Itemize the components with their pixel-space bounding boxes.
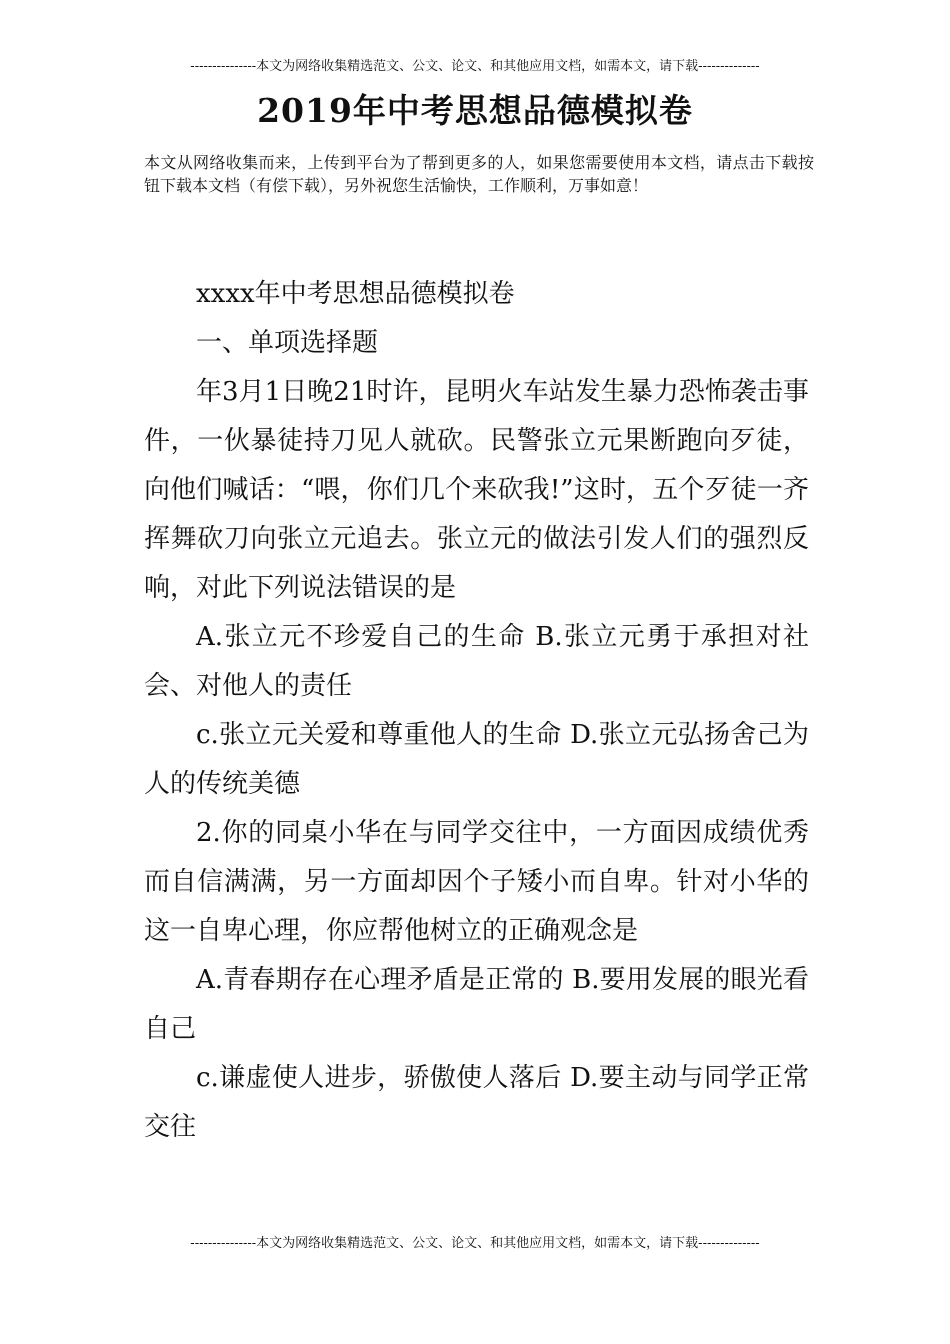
document-title: 2019年中考思想品德模拟卷 — [257, 91, 693, 130]
question-1-options-cd: c.张立元关爱和尊重他人的生命 D.张立元弘扬舍己为人的传统美德 — [144, 720, 809, 799]
question-1-stem: 年3月1日晚21时许，昆明火车站发生暴力恐怖袭击事件，一伙暴徒持刀见人就砍。民警张立元果断跑向歹徒，向他们喊话：“喂，你们几个来砍我!”这时，五个歹徒一齐挥舞砍刀向张立元追去。张立元的做法引发人们的强烈反响，对此下列说法错误的是 — [144, 377, 809, 603]
question-2-options-ab: A.青春期存在心理矛盾是正常的 B.要用发展的眼光看自己 — [144, 965, 809, 1044]
question-2-stem: 2.你的同桌小华在与同学交往中，一方面因成绩优秀而自信满满，另一方面却因个子矮小而自卑。针对小华的这一自卑心理，你应帮他树立的正确观念是 — [144, 818, 809, 946]
intro-paragraph: 本文从网络收集而来，上传到平台为了帮到更多的人，如果您需要使用本文档，请点击下载按钮下载本文档（有偿下载），另外祝您生活愉快，工作顺利，万事如意！ — [144, 153, 814, 195]
header-download-note: ---------------本文为网络收集精选范文、公文、论文、和其他应用文档，如需本文，请下载-------------- — [190, 59, 760, 74]
footer-download-note: ---------------本文为网络收集精选范文、公文、论文、和其他应用文档，如需本文，请下载-------------- — [190, 1236, 760, 1251]
question-1-options-ab: A.张立元不珍爱自己的生命 B.张立元勇于承担对社会、对他人的责任 — [144, 622, 809, 701]
question-2-options-cd: c.谦虚使人进步，骄傲使人落后 D.要主动与同学正常交往 — [144, 1063, 809, 1142]
document-body — [144, 270, 809, 1152]
body-subtitle: xxxx年中考思想品德模拟卷 — [196, 279, 515, 309]
section-heading: 一、单项选择题 — [196, 328, 379, 358]
